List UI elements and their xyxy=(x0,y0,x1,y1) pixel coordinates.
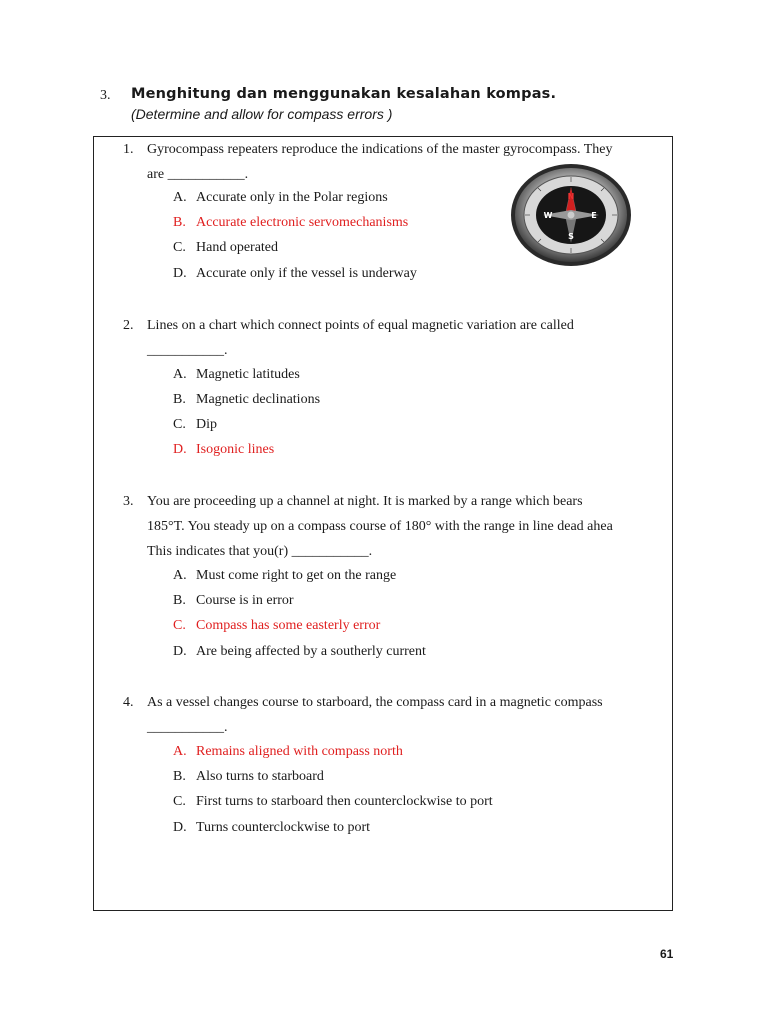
page-number: 61 xyxy=(660,947,674,961)
option-text: Also turns to starboard xyxy=(196,769,324,784)
option-text: Turns counterclockwise to port xyxy=(196,820,371,835)
option-letter: C. xyxy=(173,417,186,432)
option-letter: D. xyxy=(173,266,187,281)
option-letter: B. xyxy=(173,769,186,784)
option-text: Magnetic latitudes xyxy=(196,367,300,382)
option-text: Isogonic lines xyxy=(196,442,275,457)
compass-letter-e: E xyxy=(591,211,597,220)
question-text-line: You are proceeding up a channel at night. It is marked by a range which bears xyxy=(147,494,583,509)
option-text: Accurate only if the vessel is underway xyxy=(196,266,417,281)
option-letter: D. xyxy=(173,820,187,835)
option-letter: D. xyxy=(173,442,187,457)
compass-icon xyxy=(510,163,632,267)
question-text-line: Gyrocompass repeaters reproduce the indications of the master gyrocompass. They xyxy=(147,142,613,157)
option-text: Must come right to get on the range xyxy=(196,568,397,583)
option-letter: C. xyxy=(173,240,186,255)
question-text-line: This indicates that you(r) ___________. xyxy=(147,544,373,559)
option-text: Compass has some easterly error xyxy=(196,618,381,633)
option-text: Accurate only in the Polar regions xyxy=(196,190,388,205)
option-text: Magnetic declinations xyxy=(196,392,321,407)
option-letter: A. xyxy=(173,568,187,583)
question-number: 4. xyxy=(123,695,134,710)
compass-letter-w: W xyxy=(543,211,553,220)
section-subtitle: (Determine and allow for compass errors ) xyxy=(131,106,393,122)
option-letter: A. xyxy=(173,367,187,382)
question-text-line: ___________. xyxy=(147,720,228,735)
compass-letter-s: S xyxy=(568,232,574,241)
question-text-line: ___________. xyxy=(147,343,228,358)
option-letter: B. xyxy=(173,392,186,407)
question-number: 2. xyxy=(123,318,134,333)
question-number: 3. xyxy=(123,494,134,509)
option-text: First turns to starboard then counterclockwise to port xyxy=(196,794,493,809)
question-text-line: Lines on a chart which connect points of equal magnetic variation are called xyxy=(147,318,574,333)
option-text: Are being affected by a southerly current xyxy=(196,644,426,659)
question-number: 1. xyxy=(123,142,134,157)
option-text: Accurate electronic servomechanisms xyxy=(196,215,409,230)
option-text: Hand operated xyxy=(196,240,279,255)
option-letter: D. xyxy=(173,644,187,659)
option-letter: C. xyxy=(173,794,186,809)
option-letter: A. xyxy=(173,744,187,759)
option-letter: B. xyxy=(173,593,186,608)
section-title: Menghitung dan menggunakan kesalahan kompas. xyxy=(131,86,557,102)
option-letter: B. xyxy=(173,215,186,230)
section-number: 3. xyxy=(100,88,111,103)
option-letter: C. xyxy=(173,618,186,633)
option-text: Remains aligned with compass north xyxy=(196,744,403,759)
question-text-line: 185°T. You steady up on a compass course of 180° with the range in line dead ahea xyxy=(147,519,613,534)
compass-letter-n: N xyxy=(567,192,575,201)
question-text-line: are ___________. xyxy=(147,167,249,182)
option-text: Dip xyxy=(196,417,217,432)
question-text-line: As a vessel changes course to starboard, the compass card in a magnetic compass xyxy=(147,695,603,710)
option-text: Course is in error xyxy=(196,593,294,608)
option-letter: A. xyxy=(173,190,187,205)
